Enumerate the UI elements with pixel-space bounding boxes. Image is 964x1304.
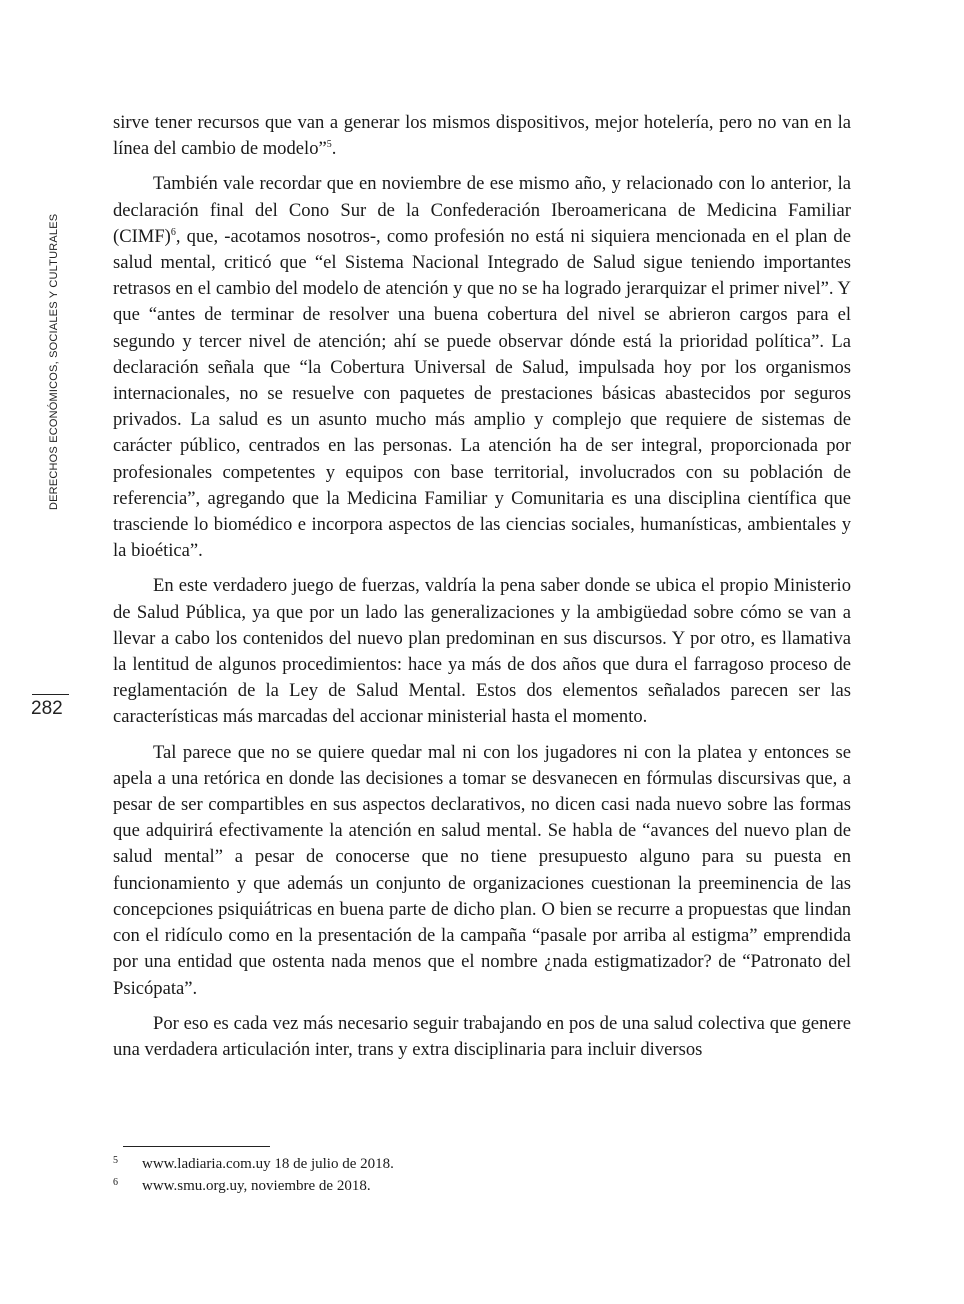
footnote-separator — [123, 1146, 270, 1147]
footnote-text: www.ladiaria.com.uy 18 de julio de 2018. — [142, 1156, 394, 1172]
paragraph-3-text: En este verdadero juego de fuerzas, valdría la pena saber donde se ubica el propio Ministerio de Salud Pública, ya que por un lado las generalizaciones y la ambigüedad sobre cómo se van a llevar a cabo los contenidos del nuevo plan predominan en sus discursos. Y por otro, es llamativa la lentitud de algunos procedimientos: hace ya más de dos años que dura el farragoso proceso de reglamentación de la Ley de Salud Mental. Estos dos elementos señalados parecen ser las características más marcadas del accionar ministerial hasta el momento. — [113, 575, 851, 728]
paragraph-1 — [113, 110, 851, 162]
footnotes — [113, 1153, 813, 1197]
page-number: 282 — [31, 698, 63, 719]
paragraph-5-text: Por eso es cada vez más necesario seguir trabajando en pos de una salud colectiva que genere una verdadera articulación inter, trans y extra disciplinaria para incluir diversos — [113, 1012, 851, 1060]
paragraph-4-text: Tal parece que no se quiere quedar mal ni con los jugadores ni con la platea y entonces se apela a una retórica en donde las decisiones a tomar se desvanecen en fórmulas discursivas que, a pesar de ser compartibles en sus aspectos declarativos, no dicen casi nada nuevo sobre las formas que adquirirá efectivamente la atención en salud mental. Se habla de “avances del nuevo plan de salud mental” a pesar de conocerse que no tiene presupuesto alguno para su puesta en funcionamiento y que además un conjunto de organizaciones cuestionan la preeminencia de las concepciones psiquiátricas en buena parte de dicho plan. O bien se recurre a propuestas que lindan con el ridículo como en la presentación de la campaña “pasale por arriba al estigma” emprendida por una entidad que ostenta nada menos que el nombre ¿nada estigmatizador? de “Patronato del Psicópata”. — [113, 741, 851, 999]
paragraph-1-text: sirve tener recursos que van a generar los mismos dispositivos, mejor hotelería, pero no van en la línea del cambio de modelo” — [113, 112, 851, 160]
body-text — [113, 110, 851, 1072]
footnote-ref-5: 5 — [326, 139, 332, 151]
footnote-5 — [113, 1153, 813, 1175]
paragraph-3 — [113, 573, 851, 730]
paragraph-2-text-end: , que, -acotamos nosotros-, como profesión no está ni siquiera mencionada en el plan de salud mental, criticó que “el Sistema Nacional Integrado de Salud sigue teniendo importantes retrasos en el cambio del modelo de atención y que no se ha logrado jerarquizar el primer nivel”. Y que “antes de terminar de resolver una buena cobertura del nivel se abrieron cargos para el segundo y tercer nivel de atención; ahí se puede observar dónde está la prioridad política”. La declaración señala que “la Cobertura Universal de Salud, impulsada hoy por los organismos internacionales, no se resuelve con paquetes de prestaciones básicas abastecidos por seguros privados. La salud es un asunto mucho más amplio y complejo que requiere de sistemas de carácter público, centrados en las personas. La atención ha de ser integral, proporcionada por profesionales competentes y equipos con base territorial, involucrados con su población de referencia”, agregando que la Medicina Familiar y Comunitaria es una disciplina científica que trasciende lo biomédico e incorpora aspectos de las ciencias sociales, humanísticas, ambientales y la bioética”. — [113, 225, 851, 562]
paragraph-2 — [113, 171, 851, 564]
footnote-ref-6: 6 — [170, 226, 176, 238]
paragraph-4 — [113, 740, 851, 1002]
paragraph-5 — [113, 1011, 851, 1063]
footnote-number: 6 — [113, 1177, 118, 1188]
paragraph-1-text-end: . — [331, 138, 337, 160]
running-side-title: DERECHOS ECONÓMICOS, SOCIALES Y CULTURALES — [48, 213, 60, 510]
footnote-number: 5 — [113, 1155, 118, 1166]
page-number-rule — [32, 694, 69, 695]
paragraph-2-text: También vale recordar que en noviembre de ese mismo año, y relacionado con lo anterior, la declaración final del Cono Sur de la Confederación Iberoamericana de Medicina Familiar (CIMF) — [113, 173, 851, 247]
footnote-6 — [113, 1175, 813, 1197]
footnote-text: www.smu.org.uy, noviembre de 2018. — [142, 1178, 371, 1194]
